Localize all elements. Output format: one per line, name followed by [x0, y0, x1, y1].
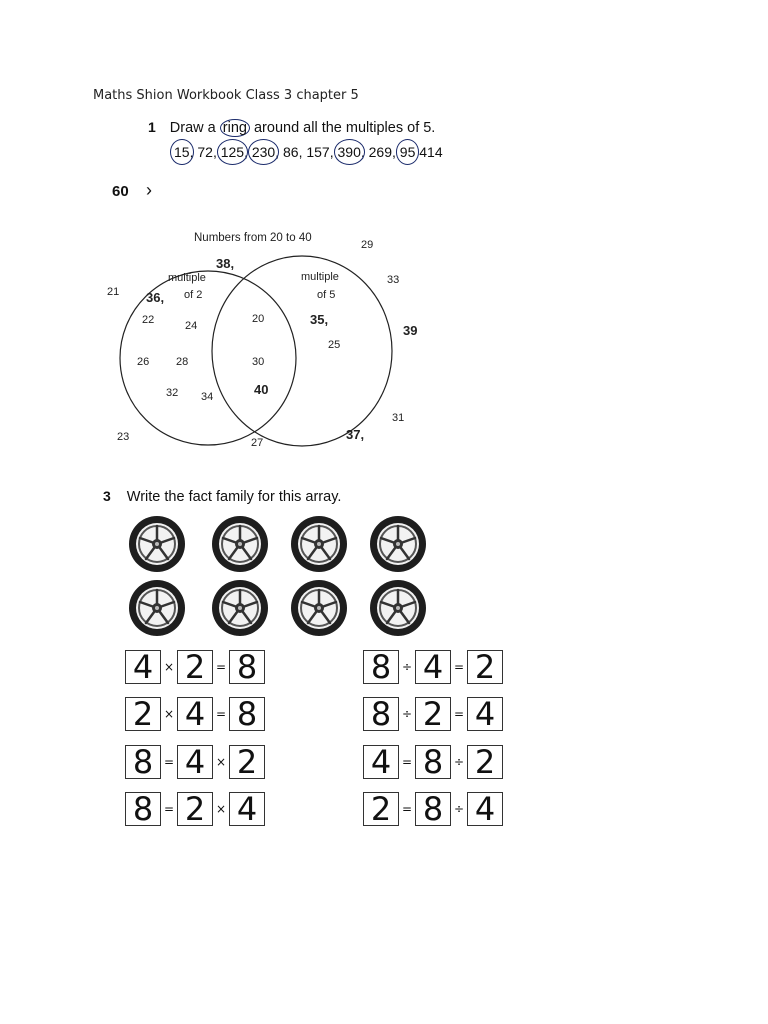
operator-symbol: ÷ [454, 802, 465, 816]
venn-number: 38, [216, 256, 235, 271]
number-separator: , [244, 144, 252, 160]
fact-equation [125, 792, 265, 826]
answer-box: 4 [467, 792, 503, 826]
venn-number: 25 [328, 339, 341, 351]
fact-equation [363, 650, 503, 684]
answer-box: 2 [415, 697, 451, 731]
venn-number: 29 [361, 239, 374, 251]
number-separator: , [189, 144, 198, 160]
fact-equation [125, 697, 265, 731]
venn-right-label-2: of 5 [317, 289, 336, 301]
wheel-icon [127, 578, 187, 643]
question-number: 1 [148, 119, 156, 135]
operator-symbol: × [216, 755, 227, 769]
wheel-icon [127, 514, 187, 579]
operator-symbol: × [216, 802, 227, 816]
venn-number: 28 [176, 356, 189, 368]
chevron-right-icon: › [146, 180, 152, 200]
venn-number: 33 [387, 274, 400, 286]
venn-left-label-2: of 2 [184, 289, 203, 301]
operator-symbol: ÷ [454, 755, 465, 769]
venn-number: 39 [403, 323, 418, 338]
q3-title-text: Write the fact family for this array. [126, 489, 342, 505]
venn-diagram [90, 225, 430, 455]
venn-left-label-1: multiple [168, 272, 206, 284]
number: 269 [368, 144, 392, 160]
number: 414 [419, 144, 443, 160]
venn-number: 21 [107, 286, 120, 298]
wheel-icon [289, 578, 349, 643]
number-separator: , [329, 144, 338, 160]
operator-symbol: = [454, 707, 465, 721]
fact-equation [363, 697, 503, 731]
venn-number: 23 [117, 431, 130, 443]
venn-number: 36, [146, 290, 165, 305]
fact-equation [363, 792, 503, 826]
venn-number: 20 [252, 313, 265, 325]
wheel-icon [210, 514, 270, 579]
venn-title: Numbers from 20 to 40 [194, 232, 312, 244]
number: 86 [283, 144, 299, 160]
operator-symbol: = [216, 660, 227, 674]
operator-symbol: ÷ [402, 707, 413, 721]
answer-box: 4 [125, 650, 161, 684]
fact-equation [125, 650, 265, 684]
circled-number: 95 [399, 144, 416, 160]
circled-number: 125 [220, 144, 245, 160]
number-separator: , [212, 144, 221, 160]
number-separator: , [275, 144, 283, 160]
question-3-title [103, 488, 341, 505]
question-number: 3 [103, 488, 111, 504]
wheel-icon [368, 578, 428, 643]
venn-number: 35, [310, 312, 329, 327]
wheel-icon [368, 514, 428, 579]
answer-box: 2 [363, 792, 399, 826]
answer-box: 2 [467, 650, 503, 684]
operator-symbol: = [164, 755, 175, 769]
venn-number: 22 [142, 314, 155, 326]
answer-box: 2 [229, 745, 265, 779]
venn-number: 40 [254, 382, 269, 397]
question-2-label: 60 [112, 183, 129, 200]
venn-number: 32 [166, 387, 179, 399]
q1-ring-word: ring [220, 119, 250, 137]
number: 157 [306, 144, 330, 160]
answer-box: 8 [229, 697, 265, 731]
number: 72 [197, 144, 213, 160]
fact-equation [363, 745, 503, 779]
venn-number: 30 [252, 356, 265, 368]
operator-symbol: × [164, 707, 175, 721]
q1-title-before: Draw a [169, 120, 220, 136]
wheel-icon [210, 578, 270, 643]
answer-box: 8 [363, 650, 399, 684]
answer-box: 2 [177, 650, 213, 684]
number-separator: , [360, 144, 369, 160]
operator-symbol: = [454, 660, 465, 674]
q1-number-list [174, 144, 443, 160]
answer-box: 4 [177, 697, 213, 731]
venn-number: 24 [185, 320, 198, 332]
answer-box: 4 [467, 697, 503, 731]
venn-right-label-1: multiple [301, 271, 339, 283]
answer-box: 8 [125, 745, 161, 779]
answer-box: 8 [415, 745, 451, 779]
operator-symbol: × [164, 660, 175, 674]
operator-symbol: = [402, 755, 413, 769]
answer-box: 4 [177, 745, 213, 779]
venn-number: 34 [201, 391, 214, 403]
operator-symbol: = [164, 802, 175, 816]
venn-number: 26 [137, 356, 150, 368]
circled-number: 15 [174, 144, 190, 160]
answer-box: 8 [415, 792, 451, 826]
venn-circle-multiples-of-5 [212, 256, 392, 446]
venn-number: 37, [346, 427, 365, 442]
wheel-icon [289, 514, 349, 579]
answer-box: 4 [229, 792, 265, 826]
number-separator: , [392, 144, 400, 160]
fact-equation [125, 745, 265, 779]
answer-box: 8 [125, 792, 161, 826]
answer-box: 2 [125, 697, 161, 731]
page-title: Maths Shion Workbook Class 3 chapter 5 [93, 88, 359, 103]
q1-title-after: around all the multiples of 5. [249, 120, 436, 136]
venn-number: 27 [251, 437, 264, 449]
venn-number: 31 [392, 412, 405, 424]
circled-number: 230 [251, 144, 276, 160]
operator-symbol: = [402, 802, 413, 816]
operator-symbol: = [216, 707, 227, 721]
operator-symbol: ÷ [402, 660, 413, 674]
answer-box: 8 [363, 697, 399, 731]
number-separator: , [298, 144, 307, 160]
answer-box: 4 [363, 745, 399, 779]
circled-number: 390 [337, 144, 361, 160]
answer-box: 2 [467, 745, 503, 779]
question-1-title [148, 119, 435, 136]
answer-box: 8 [229, 650, 265, 684]
answer-box: 2 [177, 792, 213, 826]
answer-box: 4 [415, 650, 451, 684]
